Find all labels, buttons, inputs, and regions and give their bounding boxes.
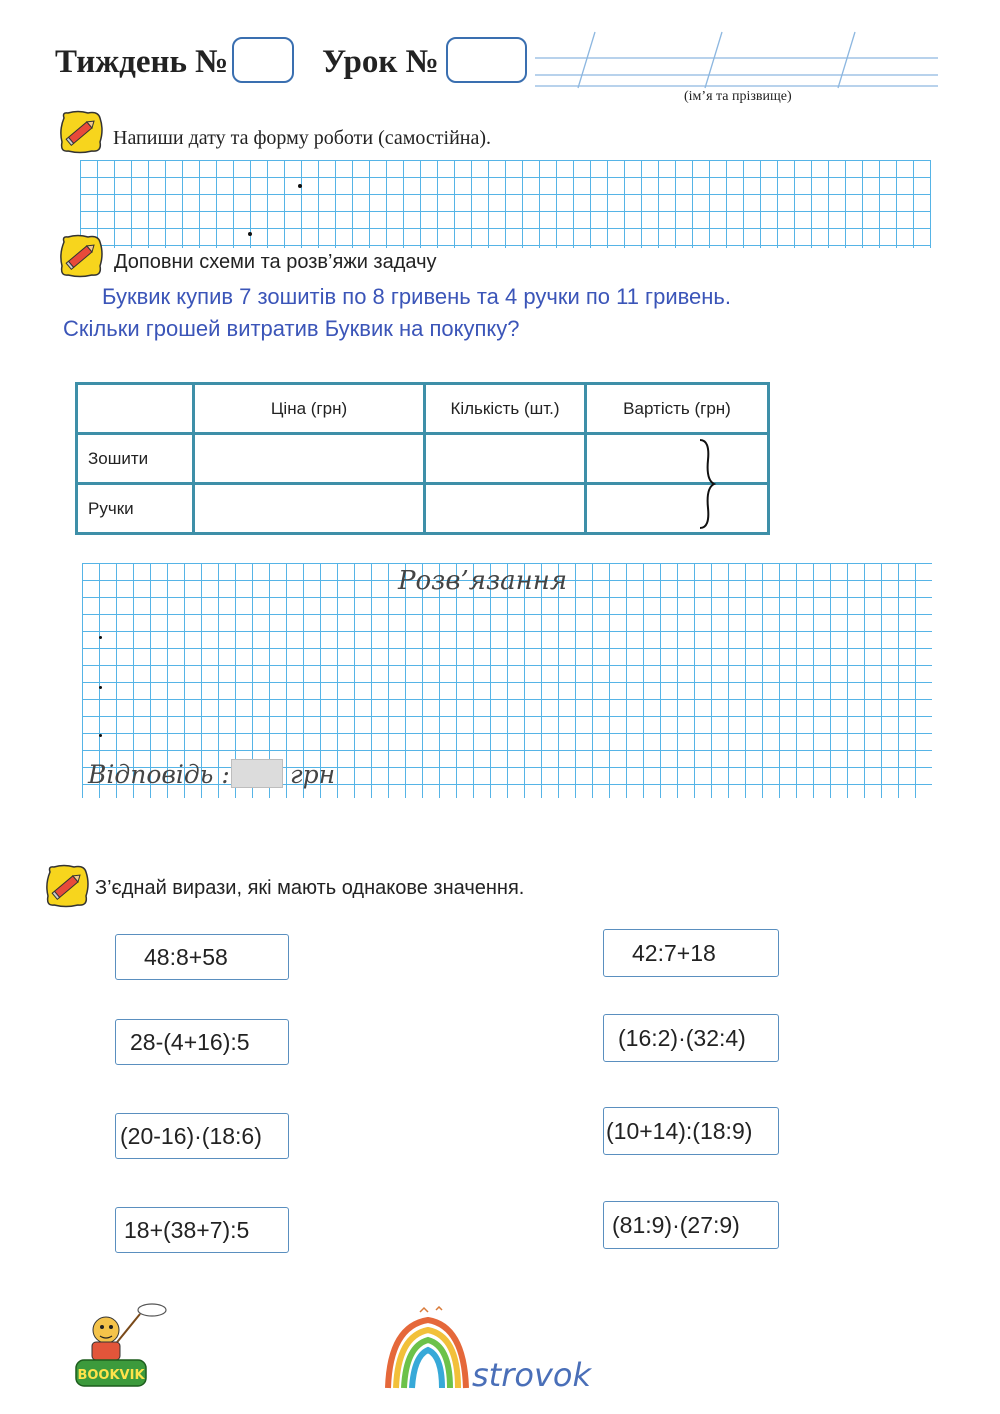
problem-line-2: Скільки грошей витратив Буквик на покупку?: [63, 316, 520, 341]
pencil-icon: [44, 864, 90, 908]
price-cell[interactable]: [194, 434, 425, 484]
cost-cell[interactable]: [586, 434, 769, 484]
grid-dot: [248, 232, 252, 236]
table-header-cell: [77, 384, 194, 434]
pencil-icon: [58, 110, 104, 154]
task3-instruction: З’єднай вирази, які мають однакове значення.: [95, 877, 525, 899]
ostrovok-logo-text: strovok: [472, 1356, 591, 1394]
answer-input[interactable]: [231, 759, 283, 788]
bookvik-logo: [64, 1300, 184, 1390]
table-row: [77, 434, 769, 484]
row-label-notebooks: Зошити: [77, 434, 194, 484]
expression-right-1[interactable]: 42:7+18: [603, 929, 779, 977]
table-header-row: [77, 384, 769, 434]
quantity-cell[interactable]: [425, 484, 586, 534]
ostrovok-logo: [380, 1306, 600, 1398]
answer-label: Відповідь :: [88, 760, 230, 789]
quantity-cell[interactable]: [425, 434, 586, 484]
expression-left-1[interactable]: 48:8+58: [115, 934, 289, 980]
expression-right-4[interactable]: (81:9)·(27:9): [603, 1201, 779, 1249]
bookvik-logo-text: BOOKVIK: [77, 1368, 145, 1383]
table-header-cell: Вартість (грн): [586, 384, 769, 434]
grid-dot: [99, 734, 102, 737]
lesson-label: Урок №: [322, 44, 439, 80]
expression-right-3[interactable]: (10+14):(18:9): [603, 1107, 779, 1155]
problem-line-1: Буквик купив 7 зошитів по 8 гривень та 4 ручки по 11 гривень.: [102, 284, 732, 309]
task2-instruction: Доповни схеми та розв’яжи задачу: [114, 251, 437, 273]
table-header-cell: Кількість (шт.): [425, 384, 586, 434]
week-label: Тиждень №: [55, 44, 229, 80]
expression-left-3[interactable]: (20-16)·(18:6): [115, 1113, 289, 1159]
lesson-number-box[interactable]: [446, 37, 527, 83]
price-cell[interactable]: [194, 484, 425, 534]
expression-right-2[interactable]: (16:2)·(32:4): [603, 1014, 779, 1062]
grid-dot: [99, 686, 102, 689]
cost-cell[interactable]: [586, 484, 769, 534]
expression-left-2[interactable]: 28-(4+16):5: [115, 1019, 289, 1065]
table-header-cell: Ціна (грн): [194, 384, 425, 434]
row-label-pens: Ручки: [77, 484, 194, 534]
expression-left-4[interactable]: 18+(38+7):5: [115, 1207, 289, 1253]
week-number-box[interactable]: [232, 37, 294, 83]
name-writing-lines[interactable]: [530, 30, 940, 90]
answer-unit: грн: [290, 760, 336, 789]
date-writing-grid[interactable]: [80, 160, 931, 248]
pencil-icon: [58, 234, 104, 278]
table-row: [77, 484, 769, 534]
task1-instruction: Напиши дату та форму роботи (самостійна).: [113, 127, 492, 149]
name-caption: (ім’я та прізвище): [684, 89, 792, 104]
price-table: [75, 382, 770, 535]
grid-dot: [298, 184, 302, 188]
solution-title: Розв’язання: [398, 566, 568, 596]
curly-brace-icon: [696, 436, 718, 532]
grid-dot: [99, 636, 102, 639]
